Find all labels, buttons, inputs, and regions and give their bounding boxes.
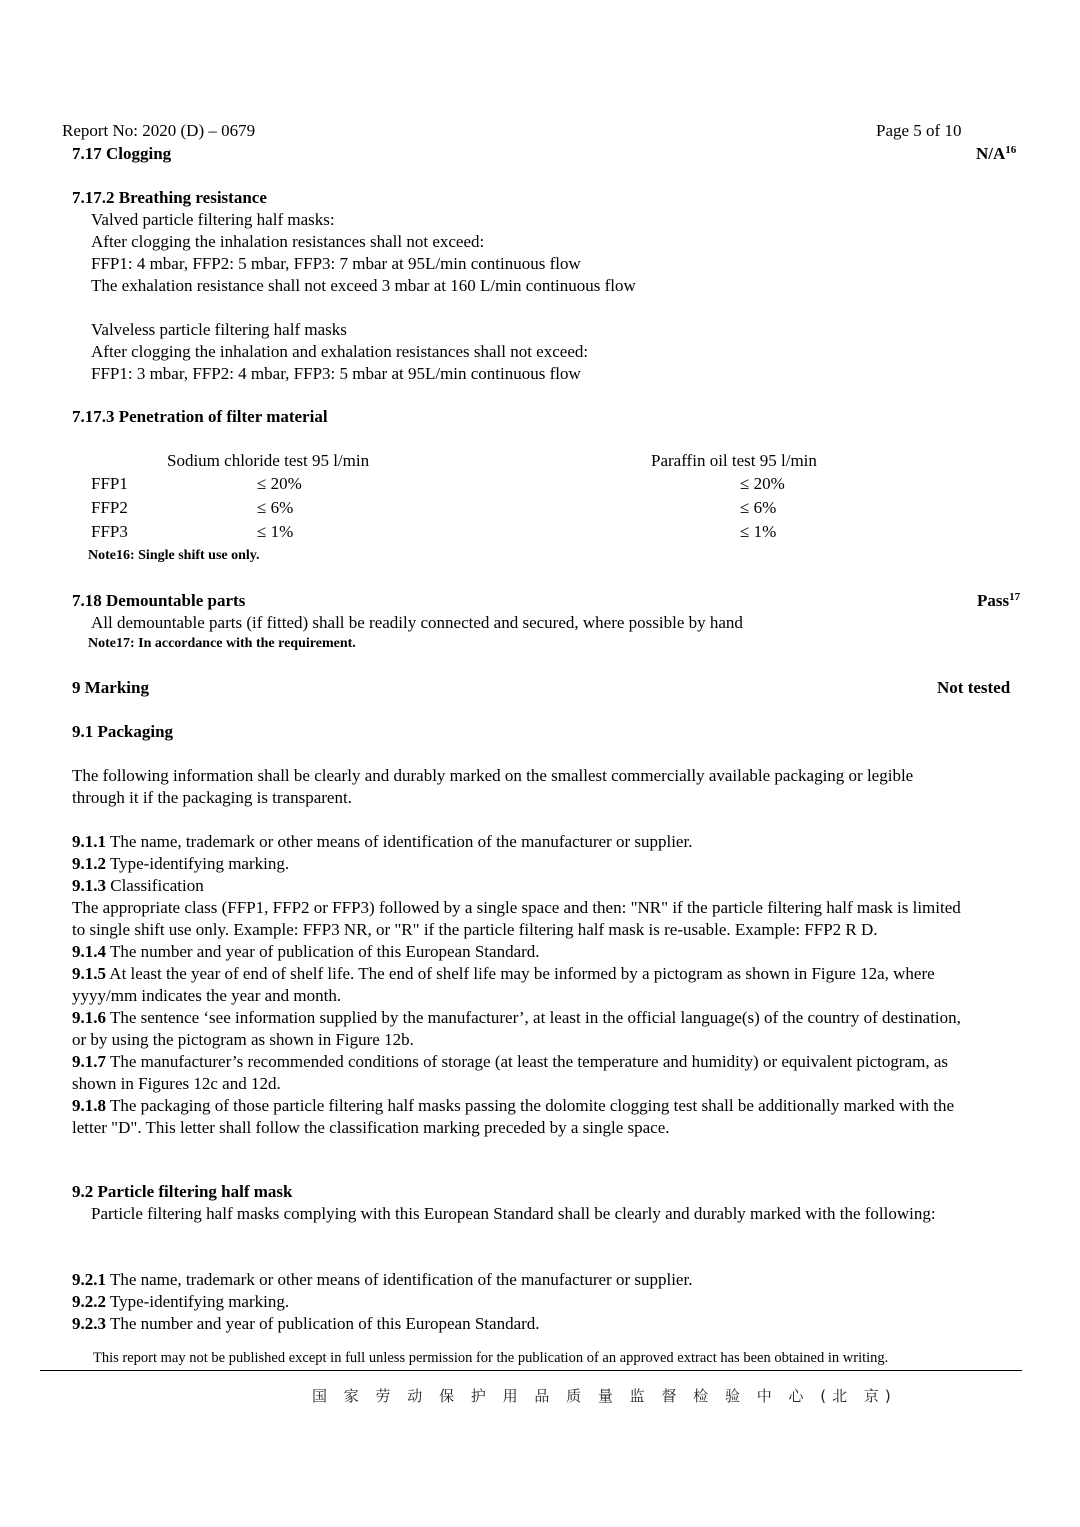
footnote-16: Note16: Single shift use only.	[88, 548, 260, 563]
list-item: 9.1.2 Type-identifying marking.	[72, 854, 290, 873]
section-9-heading: 9 Marking	[72, 678, 149, 697]
note-ref: 17	[1009, 591, 1021, 603]
section-9-2-intro: Particle filtering half masks complying with this European Standard shall be clearly and durably marked with the following:	[91, 1204, 936, 1223]
table-cell-nacl: ≤ 6%	[257, 498, 294, 517]
text-line: All demountable parts (if fitted) shall be readily connected and secured, where possible by hand	[91, 613, 743, 632]
section-9-2-heading: 9.2 Particle filtering half mask	[72, 1182, 293, 1201]
table-cell-oil: ≤ 20%	[740, 474, 785, 493]
table-cell-oil: ≤ 6%	[740, 498, 777, 517]
section-9-1-intro: The following information shall be clearly and durably marked on the smallest commercially available packaging or legible through it if the packaging is transparent.	[72, 766, 914, 807]
list-item: 9.2.1 The name, trademark or other means of identification of the manufacturer or supplier.	[72, 1270, 693, 1289]
section-7-18-heading: 7.18 Demountable parts	[72, 591, 246, 610]
list-item: The appropriate class (FFP1, FFP2 or FFP3) followed by a single space and then: "NR" if the particle filtering half mask is limited to single shift use only. Example: FFP3 NR, or "R" if the particle filtering half mask is re-usable. Example: FFP2 R D.	[72, 898, 961, 939]
list-item: 9.1.5 At least the year of end of shelf life. The end of shelf life may be informed by a pictogram as shown in Figure 12a, where yyyy/mm indicates the year and month.	[72, 964, 935, 1005]
text-line: FFP1: 4 mbar, FFP2: 5 mbar, FFP3: 7 mbar at 95L/min continuous flow	[91, 254, 581, 273]
list-item: 9.1.8 The packaging of those particle filtering half masks passing the dolomite clogging test shall be additionally marked with the letter "D". This letter shall follow the classification marking preceded by a single space.	[72, 1096, 955, 1137]
section-7-17-3-heading: 7.17.3 Penetration of filter material	[72, 407, 328, 426]
table-cell-class: FFP1	[91, 474, 128, 493]
text-line: After clogging the inhalation resistances shall not exceed:	[91, 232, 485, 251]
report-number: Report No: 2020 (D) – 0679	[62, 121, 256, 140]
footer-organization: 国 家 劳 动 保 护 用 品 质 量 监 督 检 验 中 心 (北 京)	[312, 1387, 897, 1405]
table-column-header: Paraffin oil test 95 l/min	[651, 451, 817, 470]
table-cell-nacl: ≤ 1%	[257, 522, 294, 541]
list-item: 9.1.3 Classification	[72, 876, 204, 895]
text-line: After clogging the inhalation and exhalation resistances shall not exceed:	[91, 342, 589, 361]
text-line: Valved particle filtering half masks:	[91, 210, 335, 229]
section-9-1-items	[72, 831, 962, 1139]
note-ref: 16	[1005, 144, 1017, 156]
text-line: The exhalation resistance shall not exceed 3 mbar at 160 L/min continuous flow	[91, 276, 636, 295]
footer-divider	[40, 1370, 1022, 1371]
list-item: 9.2.2 Type-identifying marking.	[72, 1292, 290, 1311]
section-7-18-result: Pass$^{17}$	[977, 591, 1021, 610]
page-number: Page 5 of 10	[876, 121, 962, 140]
section-9-result: Not tested	[937, 678, 1011, 697]
list-item: 9.1.6 The sentence ‘see information supplied by the manufacturer’, at least in the official language(s) of the country of destination, or by using the pictogram as shown in Figure 12b.	[72, 1008, 961, 1049]
section-9-2-items	[72, 1269, 972, 1335]
list-item: 9.2.3 The number and year of publication of this European Standard.	[72, 1314, 540, 1333]
text-line: Valveless particle filtering half masks	[91, 320, 347, 339]
footnote-17: Note17: In accordance with the requirement.	[88, 636, 356, 651]
text-line: FFP1: 3 mbar, FFP2: 4 mbar, FFP3: 5 mbar at 95L/min continuous flow	[91, 364, 581, 383]
section-7-17-result: $N/A^{16}$	[976, 144, 1017, 163]
table-cell-oil: ≤ 1%	[740, 522, 777, 541]
table-cell-class: FFP2	[91, 498, 128, 517]
section-7-17-2-heading: 7.17.2 Breathing resistance	[72, 188, 267, 207]
table-cell-nacl: ≤ 20%	[257, 474, 302, 493]
list-item: 9.1.1 The name, trademark or other means of identification of the manufacturer or supplier.	[72, 832, 693, 851]
list-item: 9.1.4 The number and year of publication of this European Standard.	[72, 942, 540, 961]
section-7-17-heading: 7.17 Clogging	[72, 144, 172, 163]
section-9-1-heading: 9.1 Packaging	[72, 722, 174, 741]
list-item: 9.1.7 The manufacturer’s recommended conditions of storage (at least the temperature and humidity) or equivalent pictogram, as shown in Figures 12c and 12d.	[72, 1052, 948, 1093]
table-column-header: Sodium chloride test 95 l/min	[167, 451, 370, 470]
table-cell-class: FFP3	[91, 522, 128, 541]
footer-disclaimer: This report may not be published except in full unless permission for the publication of an approved extract has been obtained in writing.	[93, 1350, 889, 1366]
